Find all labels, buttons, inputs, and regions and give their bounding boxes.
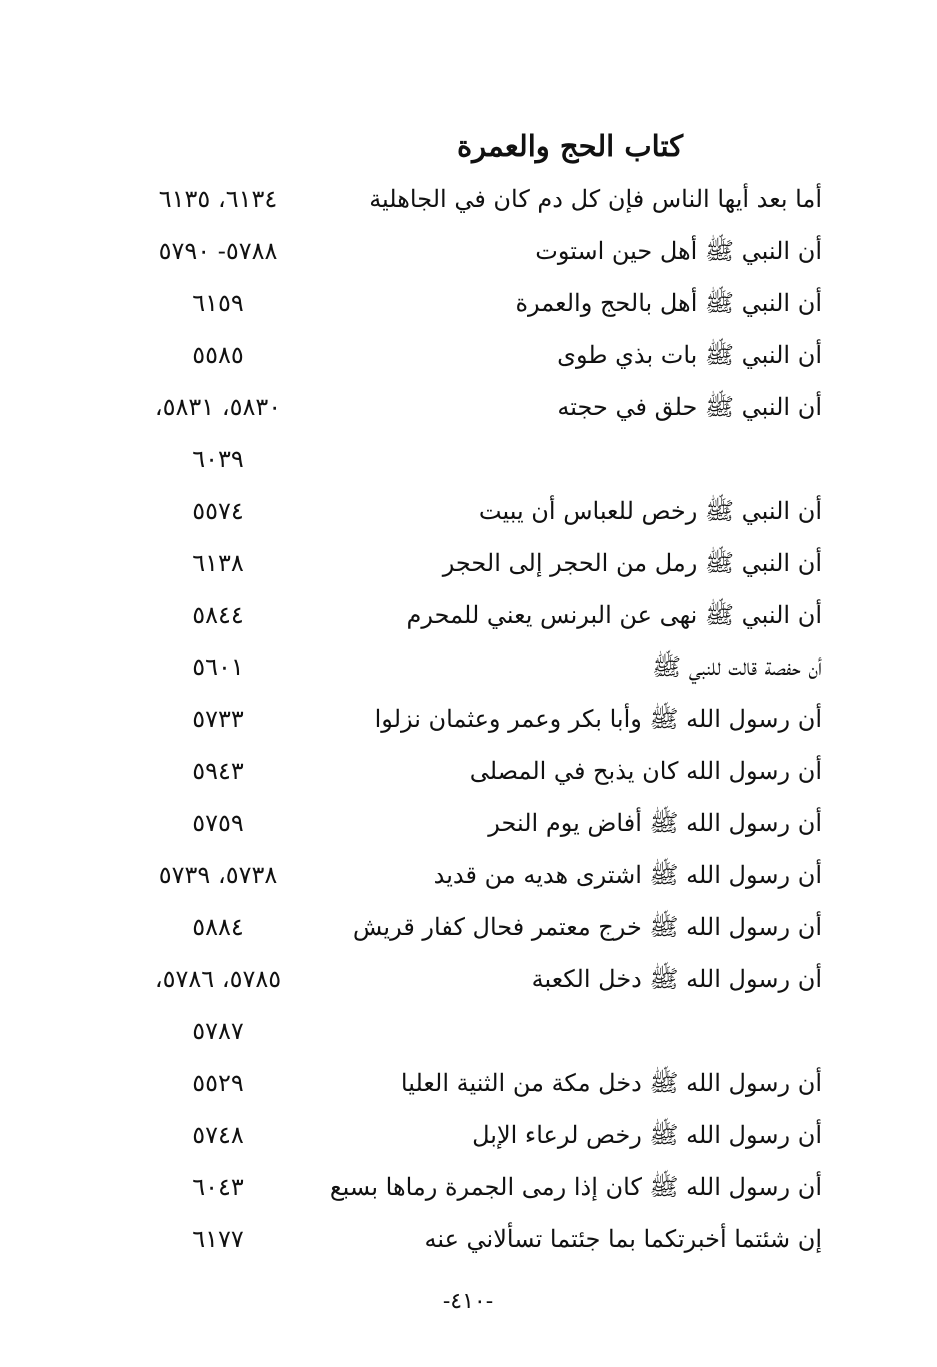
entry-refs: ٥٧٥٩ [192,809,244,837]
entry-text: أن رسول الله ﷺ وأبا بكر وعمر وعثمان نزلوا [374,705,822,733]
entry-text: أن النبي ﷺ رخص للعباس أن يبيت [478,497,822,525]
entry-refs: ٥٧٨٥، ٥٧٨٦، [154,965,282,993]
index-entry [0,381,937,433]
index-entry [0,537,937,589]
entry-text: أن النبي ﷺ أهل بالحج والعمرة [515,289,822,317]
index-entry [0,1005,937,1057]
index-entry [0,901,937,953]
index-entry [0,641,937,693]
entry-refs: ٥٥٧٤ [192,497,244,525]
entry-refs: ٦١٣٨ [192,549,244,577]
entry-text: أن رسول الله ﷺ رخص لرعاء الإبل [472,1121,822,1149]
entry-refs: ٦١٧٧ [192,1225,244,1253]
entry-text: أن رسول الله كان يذبح في المصلى [469,757,822,785]
index-entry [0,1109,937,1161]
entry-text: أن رسول الله ﷺ دخل مكة من الثنية العليا [400,1069,822,1097]
entry-text: أن النبي ﷺ نهى عن البرنس يعني للمحرم [406,601,822,629]
entry-refs: ٥٥٢٩ [192,1069,244,1097]
entry-text: أن النبي ﷺ حلق في حجته [557,393,822,421]
entry-refs: ٥٦٠١ [192,653,244,681]
index-entry [0,589,937,641]
page-number: -٤١٠- [442,1289,494,1314]
entry-text: أن رسول الله ﷺ كان إذا رمى الجمرة رماها بسبع [329,1173,822,1201]
index-entry [0,1057,937,1109]
index-entry [0,797,937,849]
index-entry [0,953,937,1005]
entry-refs: ٥٨٤٤ [192,601,244,629]
index-entry [0,745,937,797]
entry-text: إن شئتما أخبرتكما بما جئتما تسألاني عنه [424,1225,822,1253]
index-entry [0,277,937,329]
entry-refs: ٥٧٤٨ [192,1121,244,1149]
entry-refs: ٦٠٤٣ [192,1173,244,1201]
index-entry [0,173,937,225]
entry-text: أن حفصة قالت للنبي ﷺ [652,653,822,681]
entry-refs: ٥٨٨٤ [192,913,244,941]
index-entry [0,1213,937,1265]
entry-refs: ٥٧٣٨، ٥٧٣٩ [158,861,278,889]
entry-text: أن رسول الله ﷺ خرج معتمر فحال كفار قريش [352,913,822,941]
entry-text: أن النبي ﷺ بات بذي طوى [557,341,822,369]
entry-text: أن رسول الله ﷺ دخل الكعبة [531,965,822,993]
index-entry [0,225,937,277]
entry-text: أن النبي ﷺ رمل من الحجر إلى الحجر [442,549,822,577]
entry-refs: ٥٧٨٧ [192,1017,244,1045]
index-entry [0,693,937,745]
index-entry [0,329,937,381]
entry-refs: ٥٧٨٨- ٥٧٩٠ [158,237,278,265]
entry-refs: ٦٠٣٩ [192,445,244,473]
entry-text: أن رسول الله ﷺ أفاض يوم النحر [488,809,822,837]
entry-refs: ٥٩٤٣ [192,757,244,785]
index-entry [0,433,937,485]
entry-refs: ٦١٥٩ [192,289,244,317]
entry-text: أن النبي ﷺ أهل حين استوت [535,237,822,265]
index-entry [0,485,937,537]
entry-text: أما بعد أيها الناس فإن كل دم كان في الجاهلية [369,185,822,213]
entry-refs: ٥٧٣٣ [192,705,244,733]
entry-refs: ٥٨٣٠، ٥٨٣١، [154,393,282,421]
entry-refs: ٥٥٨٥ [192,341,244,369]
section-title: كتاب الحج والعمرة [456,129,684,163]
index-entries [0,173,937,1265]
index-entry [0,849,937,901]
entry-text: أن رسول الله ﷺ اشترى هديه من قديد [433,861,822,889]
entry-refs: ٦١٣٤، ٦١٣٥ [158,185,278,213]
index-entry [0,1161,937,1213]
